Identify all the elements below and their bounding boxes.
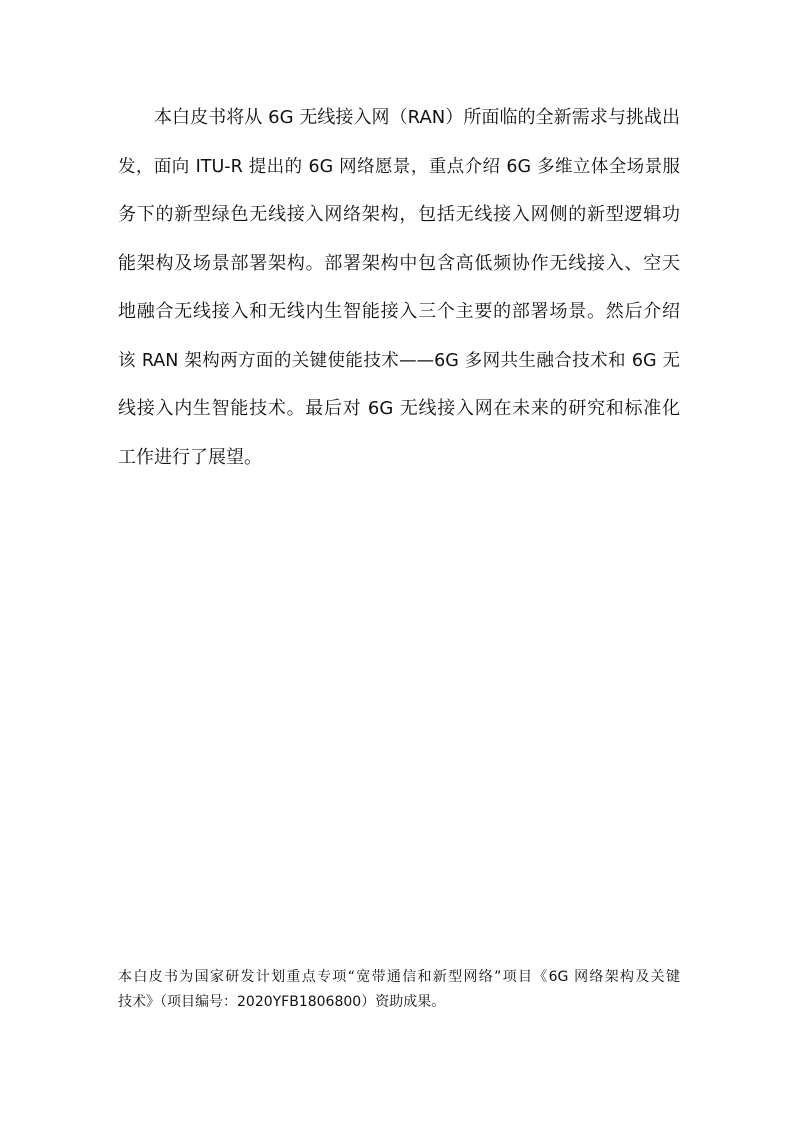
abstract-line-2: 发，面向 ITU-R 提出的 6G 网络愿景，重点介绍 6G 多维立体全场景服 — [118, 156, 680, 177]
abstract-line-6: 该 RAN 架构两方面的关键使能技术——6G 多网共生融合技术和 6G 无 — [118, 350, 680, 371]
abstract-line-8: 工作进行了展望。 — [118, 446, 262, 468]
funding-footnote — [118, 965, 680, 1015]
abstract-line-3: 务下的新型绿色无线接入网络架构，包括无线接入网侧的新型逻辑功 — [118, 204, 680, 225]
footnote-line-1: 本白皮书为国家研发计划重点专项“宽带通信和新型网络”项目《6G 网络架构及关键 — [118, 969, 680, 985]
abstract-line-1: 本白皮书将从 6G 无线接入网（RAN）所面临的全新需求与挑战出 — [154, 107, 680, 128]
abstract-line-5: 地融合无线接入和无线内生智能接入三个主要的部署场景。然后介绍 — [118, 301, 680, 322]
abstract-line-7: 线接入内生智能技术。最后对 6G 无线接入网在未来的研究和标准化 — [118, 398, 680, 419]
abstract-line-4: 能架构及场景部署架构。部署架构中包含高低频协作无线接入、空天 — [118, 252, 680, 274]
abstract-paragraph — [118, 96, 680, 484]
footnote-line-2: 技术》（项目编号：2020YFB1806800）资助成果。 — [118, 994, 446, 1010]
